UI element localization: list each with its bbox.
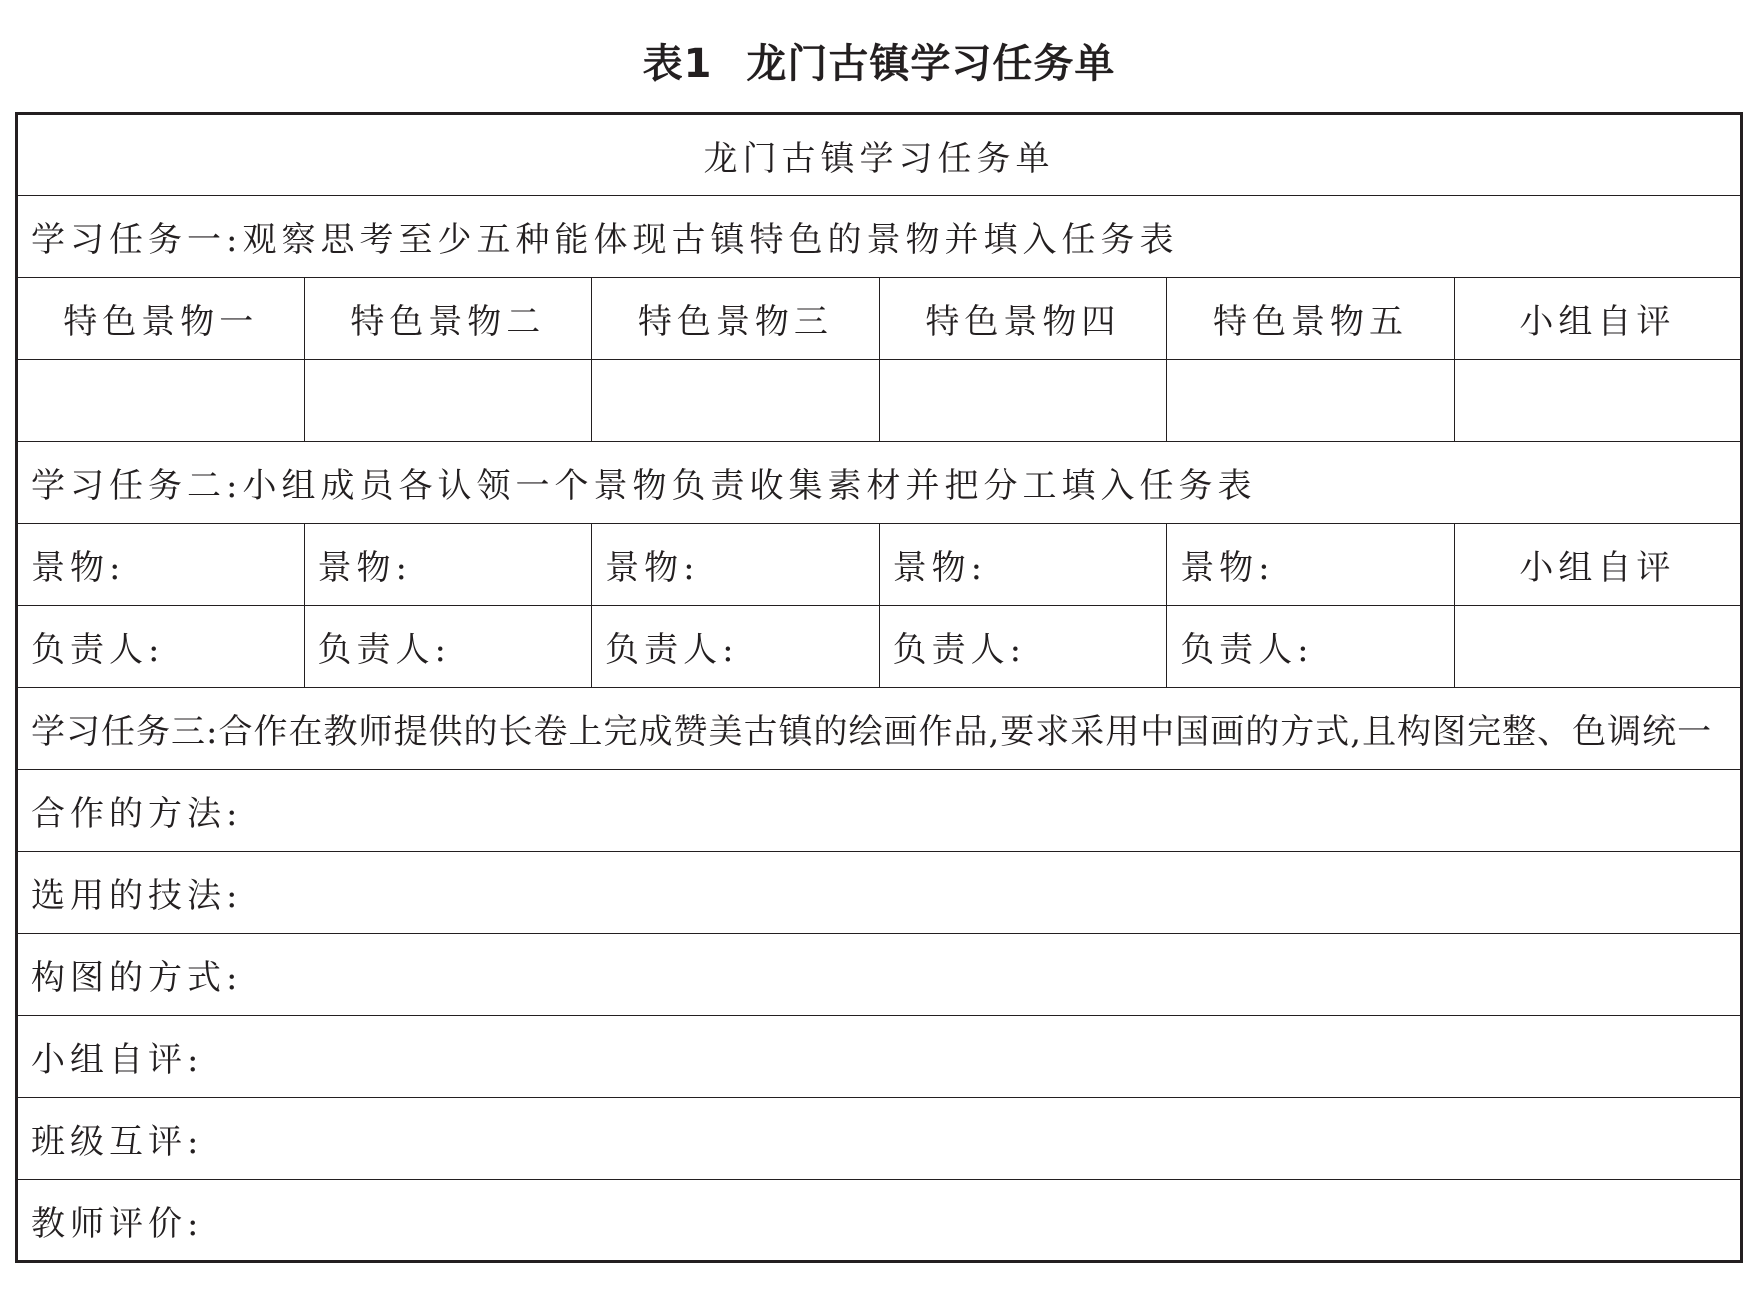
blank-cell [1454, 606, 1741, 688]
task1-header-row [17, 278, 1742, 360]
blank-cell [17, 360, 305, 442]
task3-row [17, 688, 1742, 770]
task1-header-cell: 特色景物五 [1167, 278, 1455, 360]
blank-cell [304, 360, 592, 442]
task2-title: 学习任务二:小组成员各认领一个景物负责收集素材并把分工填入任务表 [17, 442, 1742, 524]
task1-row [17, 196, 1742, 278]
task3-item: 选用的技法: [17, 852, 1742, 934]
task3-item-row [17, 770, 1742, 852]
task3-item-row [17, 852, 1742, 934]
caption-title: 龙门古镇学习任务单 [746, 41, 1116, 87]
task1-header-cell: 特色景物二 [304, 278, 592, 360]
blank-cell [879, 360, 1167, 442]
task3-item: 合作的方法: [17, 770, 1742, 852]
scenery-label-cell: 景物: [879, 524, 1167, 606]
caption-number: 表1 [642, 41, 713, 87]
table-heading-row [17, 114, 1742, 196]
table-caption [0, 34, 1758, 94]
task2-row [17, 442, 1742, 524]
task2-owner-row [17, 606, 1742, 688]
scenery-label-cell: 景物: [592, 524, 880, 606]
task-sheet-table [15, 112, 1743, 1263]
owner-label-cell: 负责人: [304, 606, 592, 688]
task1-title: 学习任务一:观察思考至少五种能体现古镇特色的景物并填入任务表 [17, 196, 1742, 278]
task1-header-cell: 特色景物一 [17, 278, 305, 360]
task1-header-cell: 特色景物四 [879, 278, 1167, 360]
table-heading: 龙门古镇学习任务单 [17, 114, 1742, 196]
blank-cell [592, 360, 880, 442]
task1-header-cell: 小组自评 [1454, 278, 1741, 360]
task3-title: 学习任务三:合作在教师提供的长卷上完成赞美古镇的绘画作品,要求采用中国画的方式,且构图完整、色调统一 [17, 688, 1742, 770]
task3-item-row [17, 1180, 1742, 1262]
owner-label-cell: 负责人: [17, 606, 305, 688]
self-eval-cell: 小组自评 [1454, 524, 1741, 606]
task3-item: 班级互评: [17, 1098, 1742, 1180]
task3-item-row [17, 934, 1742, 1016]
blank-cell [1167, 360, 1455, 442]
scenery-label-cell: 景物: [304, 524, 592, 606]
task3-item: 教师评价: [17, 1180, 1742, 1262]
blank-cell [1454, 360, 1741, 442]
task3-item-row [17, 1016, 1742, 1098]
task3-item-row [17, 1098, 1742, 1180]
task1-blank-row [17, 360, 1742, 442]
owner-label-cell: 负责人: [879, 606, 1167, 688]
task1-header-cell: 特色景物三 [592, 278, 880, 360]
task3-item: 小组自评: [17, 1016, 1742, 1098]
owner-label-cell: 负责人: [1167, 606, 1455, 688]
scenery-label-cell: 景物: [17, 524, 305, 606]
scenery-label-cell: 景物: [1167, 524, 1455, 606]
task3-item: 构图的方式: [17, 934, 1742, 1016]
task2-scenery-row [17, 524, 1742, 606]
owner-label-cell: 负责人: [592, 606, 880, 688]
